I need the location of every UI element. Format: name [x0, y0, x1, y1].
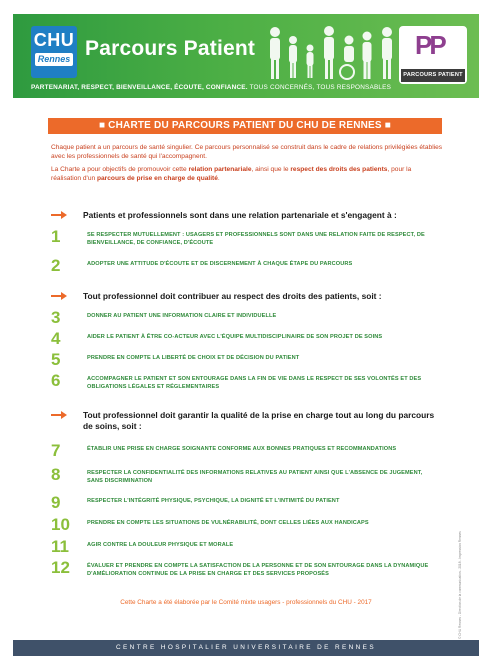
arrow-right-icon: [51, 210, 67, 220]
item-text: ACCOMPAGNER LE PATIENT ET SON ENTOURAGE DANS LA FIN DE VIE DANS LE RESPECT DE SES VOLONTÉS ET DES OBLIGATIONS LÉGALES ET RÉGLEMENTAIRES: [87, 376, 422, 390]
charter-footer-note: Cette Charte a été élaborée par le Comité mixte usagers - professionnels du CHU - 2017: [120, 599, 372, 606]
item-text: RESPECTER LA CONFIDENTIALITÉ DES INFORMATIONS RELATIVES AU PATIENT AINSI QUE L'ABSENCE DE JUGEMENT, SANS DISCRIMINATION: [87, 470, 423, 484]
item-number: 2: [51, 256, 61, 275]
item-text: PRENDRE EN COMPTE LES SITUATIONS DE VULNÉRABILITÉ, DONT CELLES LIÉES AUX HANDICAPS: [87, 520, 369, 526]
institution-footer-bar: CENTRE HOSPITALIER UNIVERSITAIRE DE RENNES: [13, 640, 479, 656]
item-text: ÉVALUER ET PRENDRE EN COMPTE LA SATISFACTION DE LA PERSONNE ET DE SON ENTOURAGE DANS LA DYNAMIQUE D'AMÉLIORATION CONTINUE DE LA PRISE EN CHARGE ET DES SERVICES PROPOSÉS: [87, 563, 429, 577]
charter-page: [13, 14, 479, 656]
section-heading-text: Tout professionnel doit garantir la qualité de la prise en charge tout au long du parcours de soins, soit :: [83, 410, 435, 431]
intro-text: , ainsi que le: [251, 166, 291, 173]
tagline-responsible: TOUS CONCERNÉS, TOUS RESPONSABLES: [247, 84, 392, 91]
intro-text: .: [217, 174, 220, 182]
section-heading-text: Patients et professionnels sont dans une relation partenariale et s'engagent à :: [83, 210, 397, 220]
item-text: PRENDRE EN COMPTE LA LIBERTÉ DE CHOIX ET DE DÉCISION DU PATIENT: [87, 355, 300, 361]
item-number: 10: [51, 515, 70, 534]
print-credits-text: © CHU Rennes - Direction de la communication - 2018 - Impression Rennes: [458, 531, 462, 639]
tagline-values: PARTENARIAT, RESPECT, BIENVEILLANCE, ÉCOUTE, CONFIANCE.: [31, 84, 248, 91]
chu-rennes-logo: [31, 26, 77, 78]
logo-rennes-text: Rennes: [35, 53, 73, 66]
item-text: AIDER LE PATIENT À ÊTRE CO-ACTEUR AVEC L'ÉQUIPE MULTIDISCIPLINAIRE DE SON PROJET DE SOINS: [87, 334, 383, 340]
item-number: 8: [51, 465, 61, 484]
header-banner: [13, 14, 479, 98]
logo-chu-text: CHU: [33, 30, 75, 50]
item-text: SE RESPECTER MUTUELLEMENT : USAGERS ET PROFESSIONNELS SONT DANS UNE RELATION FAITE DE RESPECT, DE BIENVEILLANCE, DE CONFIANCE, D'ÉCOUTE: [87, 232, 425, 246]
item-text: DONNER AU PATIENT UNE INFORMATION CLAIRE ET INDIVIDUELLE: [87, 313, 277, 319]
parcours-patient-logo: [399, 26, 467, 84]
item-number: 5: [51, 350, 61, 369]
intro-paragraph-2: [51, 166, 443, 183]
intro-text: La Charte a pour objectifs de promouvoir cette: [51, 166, 189, 173]
pp-logo-caption: PARCOURS PATIENT: [401, 69, 465, 82]
intro-text: , pour la réalisation d'un: [51, 166, 412, 182]
item-number: 1: [51, 227, 61, 246]
item-number: 7: [51, 441, 61, 460]
item-text: ÉTABLIR UNE PRISE EN CHARGE SOIGNANTE CONFORME AUX BONNES PRATIQUES ET RECOMMANDATIONS: [87, 446, 397, 452]
print-credits: [458, 509, 466, 639]
item-number: 12: [51, 558, 70, 577]
banner-tagline: [31, 84, 391, 91]
banner-title: Parcours Patient: [85, 37, 256, 60]
people-silhouettes-icon: [263, 22, 403, 84]
intro-paragraph-1: Chaque patient a un parcours de santé singulier. Ce parcours personnalisé se construit dans le cadre de relations privilégiées établies avec les professionnels de santé qui l'accompagnent.: [51, 144, 443, 160]
item-number: 11: [51, 537, 69, 556]
item-number: 3: [51, 308, 61, 327]
arrow-right-icon: [51, 291, 67, 301]
intro-emphasis: respect des droits des patients: [290, 166, 388, 173]
item-number: 4: [51, 329, 61, 348]
item-text: RESPECTER L'INTÉGRITÉ PHYSIQUE, PSYCHIQUE, LA DIGNITÉ ET L'INTIMITÉ DU PATIENT: [87, 498, 340, 504]
item-text: ADOPTER UNE ATTITUDE D'ÉCOUTE ET DE DISCERNEMENT À CHAQUE ÉTAPE DU PARCOURS: [87, 261, 353, 267]
intro-emphasis: parcours de prise en charge de qualité: [96, 174, 218, 182]
section-heading-text: Tout professionnel doit contribuer au respect des droits des patients, soit :: [83, 291, 382, 301]
item-number: 9: [51, 493, 61, 512]
item-number: 6: [51, 371, 61, 390]
pp-logo-mark: PP: [415, 30, 444, 60]
item-text: AGIR CONTRE LA DOULEUR PHYSIQUE ET MORALE: [87, 542, 234, 548]
arrow-right-icon: [51, 410, 67, 420]
charter-title: ■ CHARTE DU PARCOURS PATIENT DU CHU DE RENNES ■: [48, 118, 442, 134]
intro-emphasis: relation partenariale: [188, 166, 252, 173]
